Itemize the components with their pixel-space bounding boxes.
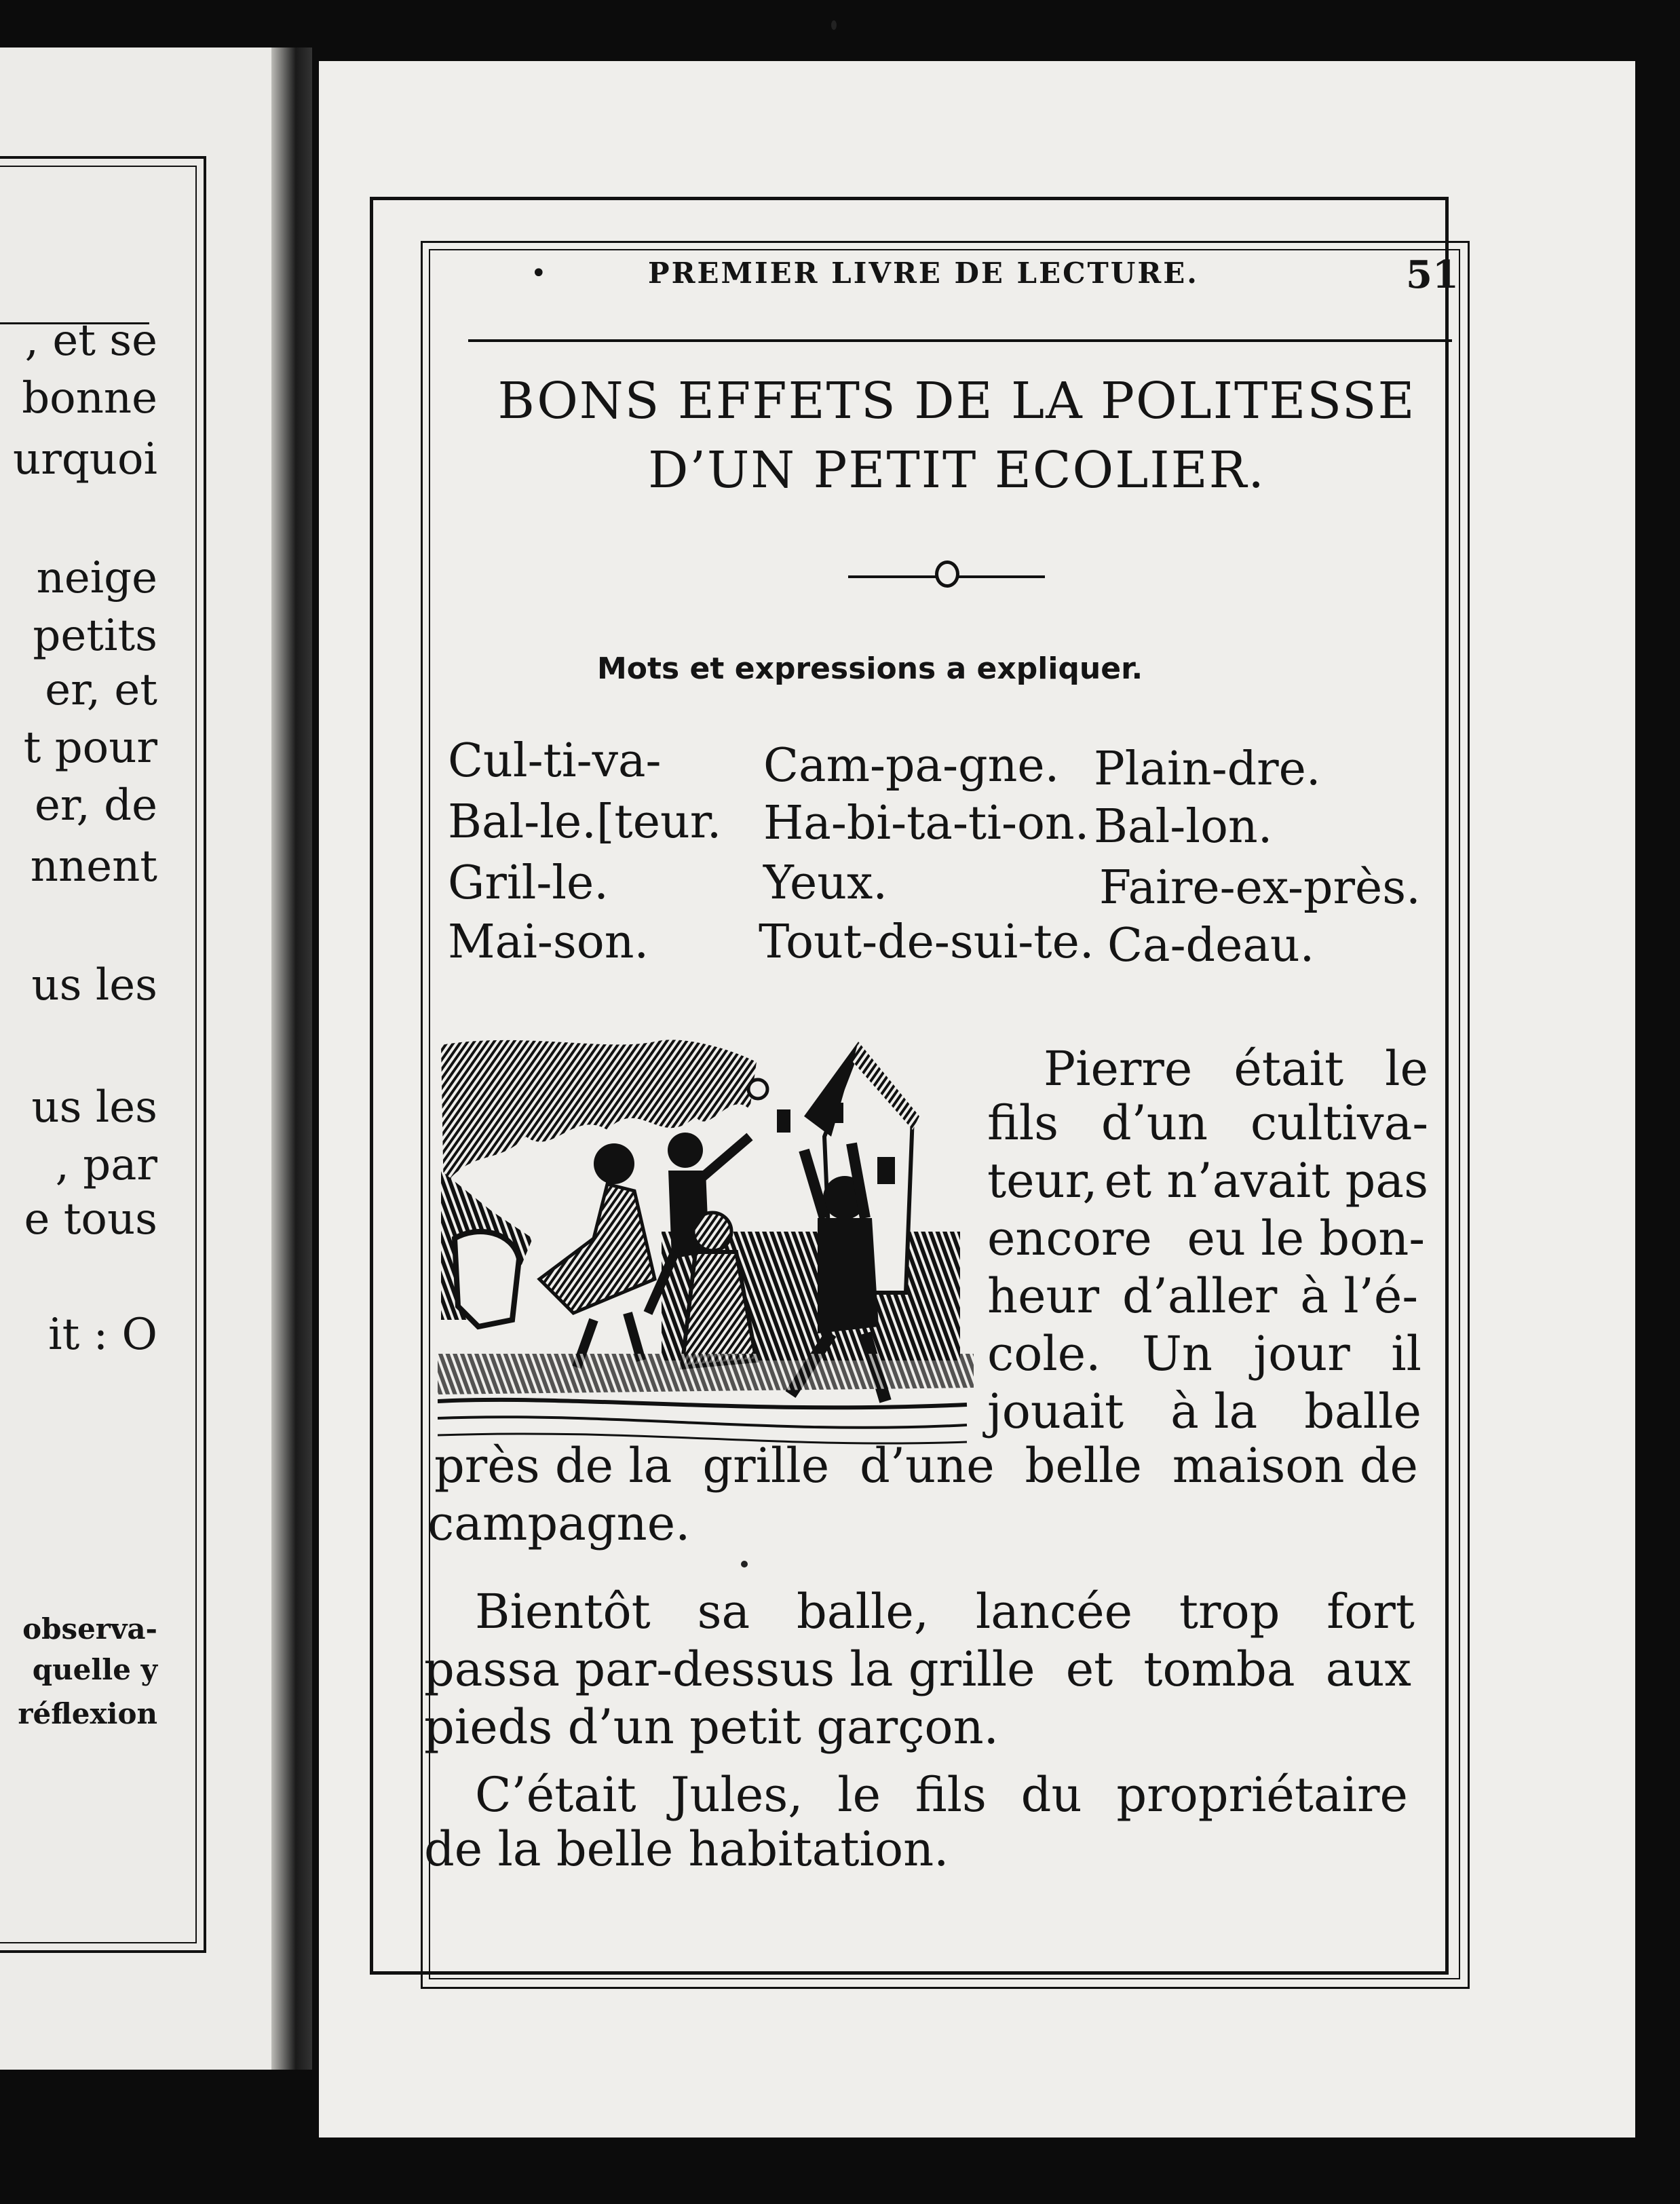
ink-speck <box>831 20 837 30</box>
story-line <box>987 1326 1421 1382</box>
story-line <box>434 1438 1418 1494</box>
story-word: balle, <box>797 1584 930 1639</box>
story-line <box>987 1211 1425 1266</box>
story-word: près de la <box>434 1438 672 1494</box>
story-word: et <box>1065 1641 1113 1697</box>
house-window <box>877 1157 895 1184</box>
vocab-word: Yeux. <box>763 856 887 910</box>
running-head: PREMIER LIVRE DE LECTURE. <box>648 256 1199 290</box>
story-word: du <box>1020 1767 1082 1823</box>
girl-figure-head <box>594 1143 634 1184</box>
story-word: d’une <box>860 1438 995 1494</box>
vocab-word: Gril-le. <box>448 856 609 910</box>
vocab-word: Plain-dre. <box>1094 742 1321 796</box>
story-line <box>987 1153 1428 1209</box>
story-line <box>987 1095 1428 1151</box>
child-figure-head <box>693 1213 731 1251</box>
vocab-word: Cul-ti-va- <box>448 734 662 788</box>
story-word: à la <box>1170 1384 1258 1439</box>
left-page-line: er, de <box>35 780 157 831</box>
story-word: Jules, <box>670 1767 803 1823</box>
story-line <box>475 1584 1415 1639</box>
story-word: d’un <box>1101 1095 1208 1151</box>
vocab-word: Bal-le.[teur. <box>448 795 722 849</box>
left-page-line: e tous <box>24 1194 157 1244</box>
ground-line <box>438 1400 967 1407</box>
vocab-word: Tout-de-sui-te. <box>759 915 1094 969</box>
story-word: jouait <box>987 1384 1124 1439</box>
divider-ornament <box>935 560 959 588</box>
boy-figure-head <box>668 1133 703 1168</box>
left-page-line: neige <box>36 553 157 603</box>
chapter-title-line-2: D’UN PETIT ECOLIER. <box>648 441 1265 499</box>
ornament-dot: • <box>531 258 547 289</box>
left-page-line: urquoi <box>13 434 157 484</box>
story-word: heur <box>987 1268 1100 1324</box>
vocab-word: Ha-bi-ta-ti-on. <box>763 797 1090 850</box>
left-page-line: t pour <box>23 723 157 773</box>
story-word: cultiva- <box>1250 1095 1428 1151</box>
story-word: Pierre <box>1044 1041 1193 1097</box>
story-word: grille <box>702 1438 830 1494</box>
story-word: sa <box>697 1584 750 1639</box>
story-word: pieds d’un petit garçon. <box>424 1699 999 1755</box>
left-page-line: it : O <box>48 1310 157 1360</box>
vocabulary-heading: Mots et expressions a expliquer. <box>597 651 1143 686</box>
vocab-word: Ca-deau. <box>1107 919 1315 972</box>
story-word: belle <box>1025 1438 1142 1494</box>
left-page-line: us les <box>31 1082 157 1133</box>
story-word: le <box>1385 1041 1428 1097</box>
vocab-word: Faire-ex-près. <box>1099 861 1421 915</box>
story-line <box>424 1821 984 1877</box>
story-line <box>427 1496 746 1551</box>
man-figure-coat <box>818 1218 879 1333</box>
chapter-title-line-1: BONS EFFETS DE LA POLITESSE <box>497 372 1416 430</box>
garden-bench <box>455 1232 519 1327</box>
story-line <box>475 1767 1408 1823</box>
ink-speck <box>741 1561 748 1568</box>
story-word: jour <box>1253 1326 1350 1382</box>
ground-line <box>438 1417 967 1428</box>
story-word: à l’é- <box>1300 1268 1418 1324</box>
story-word: encore <box>987 1211 1152 1266</box>
story-word: trop <box>1179 1584 1280 1639</box>
story-word: campagne. <box>427 1496 691 1551</box>
story-word: il <box>1391 1326 1421 1382</box>
left-page-line: er, et <box>45 665 157 715</box>
left-page-line: petits <box>33 611 157 661</box>
story-word: était <box>1234 1041 1344 1097</box>
story-line <box>1044 1041 1428 1097</box>
story-word: et n’avait pas <box>1104 1153 1428 1209</box>
woodcut-illustration <box>438 1035 980 1452</box>
story-word: lancée <box>975 1584 1133 1639</box>
story-line <box>987 1384 1421 1439</box>
story-word: aux <box>1325 1641 1411 1697</box>
boy-figure-arm <box>702 1137 750 1177</box>
story-word: fils <box>915 1767 987 1823</box>
story-word: fort <box>1326 1584 1415 1639</box>
story-word: eu le bon- <box>1187 1211 1425 1266</box>
story-word: cole. <box>987 1326 1101 1382</box>
ball <box>748 1080 767 1099</box>
story-word: maison de <box>1172 1438 1418 1494</box>
left-page-line: us les <box>31 960 157 1010</box>
left-page-line: réflexion <box>18 1697 157 1730</box>
story-word: Un <box>1141 1326 1213 1382</box>
story-line <box>424 1699 1018 1755</box>
left-page-line: , et se <box>24 316 157 366</box>
left-page-line: bonne <box>22 373 157 423</box>
story-word: passa par-dessus la grille <box>424 1641 1035 1697</box>
vocab-word: Cam-pa-gne. <box>763 739 1060 793</box>
house-window <box>831 1103 843 1123</box>
left-page-line: , par <box>55 1140 157 1190</box>
book-gutter <box>271 48 312 2070</box>
story-word: Bientôt <box>475 1584 651 1639</box>
story-word: de la belle habitation. <box>424 1821 949 1877</box>
page-number: 51 <box>1406 252 1459 297</box>
story-word: le <box>837 1767 881 1823</box>
header-rule <box>468 339 1452 342</box>
story-word: tomba <box>1143 1641 1295 1697</box>
left-page-line: quelle y <box>32 1653 157 1686</box>
left-page-line: observa- <box>22 1612 157 1646</box>
story-word: balle <box>1304 1384 1421 1439</box>
vocab-word: Mai-son. <box>448 915 649 969</box>
story-word: C’était <box>475 1767 636 1823</box>
girl-figure-dress <box>539 1184 655 1313</box>
ground-shading <box>438 1354 974 1394</box>
story-line <box>424 1641 1411 1697</box>
left-page-line: nnent <box>30 841 157 892</box>
house-window <box>777 1109 790 1133</box>
story-word: propriétaire <box>1116 1767 1408 1823</box>
story-word: d’aller <box>1122 1268 1278 1324</box>
vocab-word: Bal-lon. <box>1094 800 1273 854</box>
story-word: teur, <box>987 1153 1098 1209</box>
story-word: fils <box>987 1095 1058 1151</box>
story-line <box>987 1268 1418 1324</box>
